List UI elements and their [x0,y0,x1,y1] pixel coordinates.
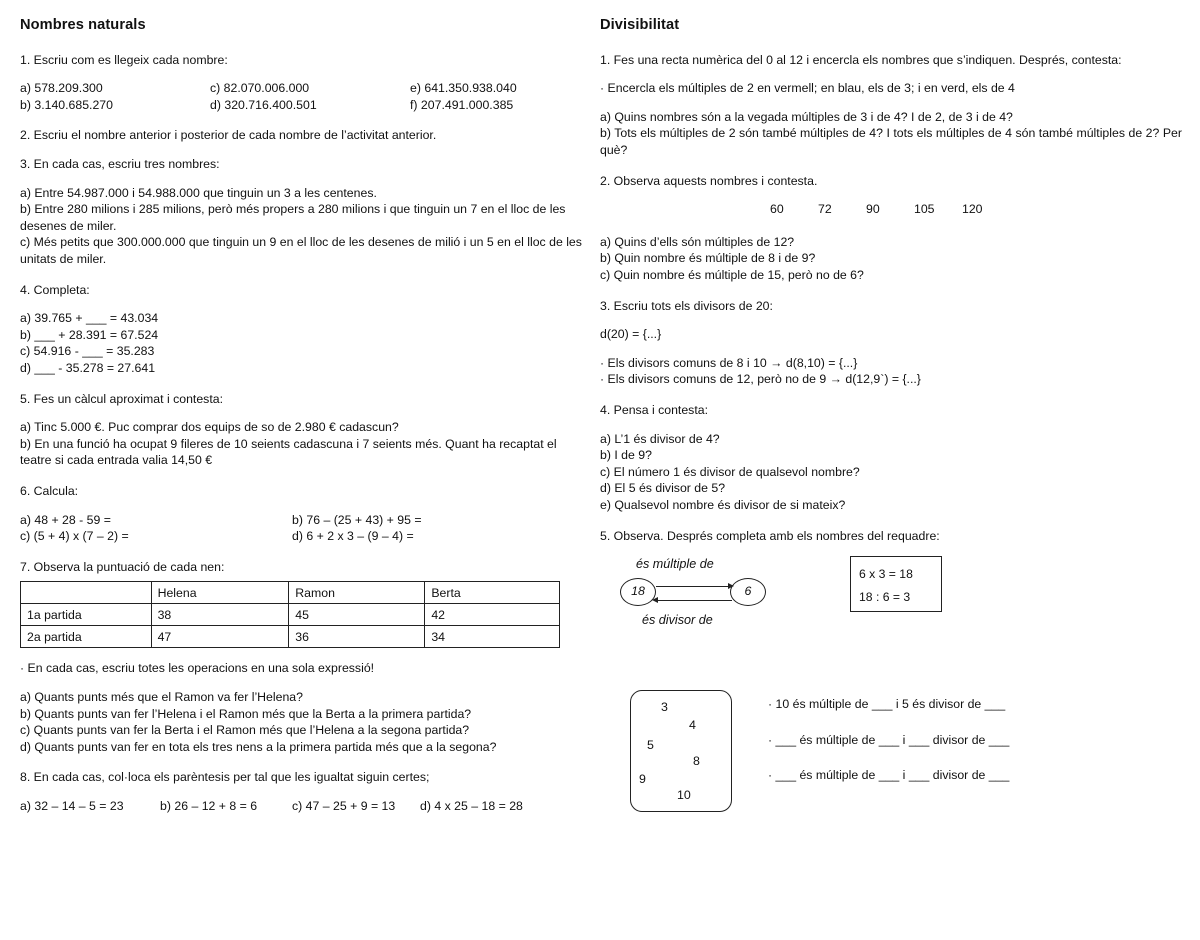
question-7-items [20,689,584,755]
numbers-box [630,690,732,812]
q3-item-c: c) Més petits que 300.000.000 que tinguin un 9 en el lloc de les desenes de milió i un 5 en el lloc de les unitats de miler. [20,235,582,267]
question-5-bottom [600,690,1182,812]
q7-item-c: c) Quants punts van fer la Berta i el Ramon més que l’Helena a la segona partida? [20,723,470,738]
q1-item-a: a) 578.209.300 [20,81,103,96]
table-header-cell-0 [21,582,152,604]
diagram-oval-6: 6 [730,578,766,606]
column-nombres-naturals [20,16,600,940]
numbers-box-item-9: 9 [639,772,646,787]
r-q2-item-c: c) Quin nombre és múltiple de 15, però no de 6? [600,268,864,283]
diagram-arrow-bottom-line [656,600,732,601]
question-1-items [20,80,584,113]
q5-item-b: b) En una funció ha ocupat 9 fileres de 10 seients cadascuna i 7 seients més. Quant ha recaptat el teatre si cada entrada valia 14,50 € [20,436,557,468]
question-3-items [20,185,584,268]
diagram-oval-18: 18 [620,578,656,606]
bullet-1: · 10 és múltiple de ___ i 5 és divisor de ___ [768,697,1006,712]
q8-item-d: d) 4 x 25 – 18 = 28 [420,798,523,813]
equation-multiplication: 6 x 3 = 18 [859,567,913,582]
question-1-left: 1. Escriu com es llegeix cada nombre: [20,52,228,67]
q1-col-2 [210,80,410,113]
score-table [20,581,560,648]
question-7-note: · En cada cas, escriu totes les operacions en una sola expressió! [20,661,375,676]
numbers-box-item-3: 3 [661,700,668,715]
question-3-right-bullets [600,355,1182,388]
equation-box [850,556,942,612]
r-q4-item-e: e) Qualsevol nombre és divisor de si mateix? [600,497,846,512]
q3-item-a: a) Entre 54.987.000 i 54.988.000 que tinguin un 3 a les centenes. [20,185,377,200]
diagram-label-divisor: és divisor de [642,613,713,628]
q1-item-d: d) 320.716.400.501 [210,97,317,112]
table-header-row [21,582,560,604]
question-4-right-items [600,431,1182,514]
table-header-cell-2: Ramon [289,582,425,604]
q7-item-a: a) Quants punts més que el Ramon va fer l’Helena? [20,689,303,704]
q7-item-b: b) Quants punts van fer l’Helena i el Ramon més que la Berta a la primera partida? [20,706,472,721]
r-q4-item-c: c) El número 1 és divisor de qualsevol nombre? [600,464,860,479]
page-title-left: Nombres naturals [20,17,146,33]
page-title-right: Divisibilitat [600,17,680,33]
fill-in-bullets [768,690,1009,812]
question-5-items [20,419,584,469]
r-q4-item-a: a) L’1 és divisor de 4? [600,431,720,446]
r-q3-bullet-1: · Els divisors comuns de 8 i 10 → d(8,10) = {...} [600,355,858,370]
arrow-left-icon [652,597,658,603]
row-0-cell-1: 38 [151,604,289,626]
question-3-left: 3. En cada cas, escriu tres nombres: [20,157,220,172]
q4-item-d: d) ___ - 35.278 = 27.641 [20,361,156,375]
q8-col-2 [160,798,292,815]
r-q4-item-d: d) El 5 és divisor de 5? [600,481,726,496]
q6-col-1 [20,512,292,545]
bullet-2: · ___ és múltiple de ___ i ___ divisor de ___ [768,732,1010,747]
question-1-note: · Encercla els múltiples de 2 en vermell; en blau, els de 3; i en verd, els de 4 [600,81,1015,96]
q1-item-c: c) 82.070.006.000 [210,81,310,96]
question-8-items [20,798,584,815]
question-1-right: 1. Fes una recta numèrica del 0 al 12 i encercla els nombres que s’indiquen. Després, contesta: [600,52,1122,67]
r-q2-item-a: a) Quins d’ells són múltiples de 12? [600,234,795,249]
question-3-right: 3. Escriu tots els divisors de 20: [600,298,773,313]
equation-division: 18 : 6 = 3 [859,590,911,605]
q7-item-d: d) Quants punts van fer en tota els tres nens a la primera partida més que a la segona? [20,739,497,754]
q6-item-a: a) 48 + 28 - 59 = [20,512,111,527]
divisors-expression: d(20) = {...} [600,327,662,342]
question-5-right: 5. Observa. Després completa amb els nombres del requadre: [600,528,940,543]
q6-item-c: c) (5 + 4) x (7 – 2) = [20,529,129,544]
question-4-left: 4. Completa: [20,282,90,297]
number-item-3: 105 [914,202,935,217]
q8-col-1 [20,798,160,815]
number-item-2: 90 [866,202,880,217]
question-8-left: 8. En cada cas, col·loca els parèntesis per tal que les igualtat siguin certes; [20,770,430,785]
row-0-cell-0: 1a partida [21,604,152,626]
question-5-left: 5. Fes un càlcul aproximat i contesta: [20,391,223,406]
number-item-0: 60 [770,202,784,217]
q4-item-a: a) 39.765 + ___ = 43.034 [20,311,159,326]
numbers-box-item-4: 4 [689,718,696,733]
q8-item-c: c) 47 – 25 + 9 = 13 [292,798,396,813]
diagram-arrow-top-line [656,586,732,587]
multiple-divisor-diagram [600,556,1182,676]
q1-col-1 [20,80,210,113]
q3-item-b: b) Entre 280 milions i 285 milions, però més propers a 280 milions i que tinguin un 7 en el lloc de les desenes de miler. [20,202,566,233]
row-1-cell-3: 34 [425,626,560,648]
r-q4-item-b: b) I de 9? [600,448,652,463]
question-2-right-items [600,234,1182,284]
q1-item-f: f) 207.491.000.385 [410,97,514,112]
question-1-right-items [600,109,1182,159]
question-2-left: 2. Escriu el nombre anterior i posterior de cada nombre de l’activitat anterior. [20,128,437,143]
question-6-items [20,512,584,545]
table-row [21,626,560,648]
number-item-4: 120 [962,202,983,217]
numbers-box-item-8: 8 [693,754,700,769]
q6-item-d: d) 6 + 2 x 3 – (9 – 4) = [292,529,414,544]
row-1-cell-2: 36 [289,626,425,648]
q8-col-4 [420,798,560,815]
row-1-cell-0: 2a partida [21,626,152,648]
question-4-items [20,310,584,376]
row-0-cell-2: 45 [289,604,425,626]
q6-item-b: b) 76 – (25 + 43) + 95 = [292,512,422,527]
r-q2-item-b: b) Quin nombre és múltiple de 8 i de 9? [600,251,816,266]
q4-item-b: b) ___ + 28.391 = 67.524 [20,327,159,342]
number-item-1: 72 [818,202,832,217]
r-q1-item-a: a) Quins nombres són a la vegada múltiples de 3 i de 4? I de 2, de 3 i de 4? [600,109,1013,124]
bullet-3: · ___ és múltiple de ___ i ___ divisor de ___ [768,768,1010,783]
r-q3-bullet-2: · Els divisors comuns de 12, però no de 9 → d(12,9`) = {...} [600,372,921,387]
numbers-box-item-5: 5 [647,738,654,753]
q8-item-b: b) 26 – 12 + 8 = 6 [160,798,258,813]
question-2-right: 2. Observa aquests nombres i contesta. [600,173,818,188]
question-6-left: 6. Calcula: [20,483,79,498]
column-divisibilitat [600,16,1182,940]
r-q1-item-b: b) Tots els múltiples de 2 són també múltiples de 4? I tots els múltiples de 4 són també múltiples de 2? Per què? [600,126,1182,158]
numbers-box-item-10: 10 [677,788,691,803]
q6-col-2 [292,512,564,545]
q8-col-3 [292,798,420,815]
table-row [21,604,560,626]
row-0-cell-3: 42 [425,604,560,626]
question-4-right: 4. Pensa i contesta: [600,403,709,417]
row-1-cell-1: 47 [151,626,289,648]
question-7-left: 7. Observa la puntuació de cada nen: [20,559,225,574]
q1-item-e: e) 641.350.938.040 [410,81,517,96]
q1-col-3 [410,80,590,113]
numbers-list [600,201,1182,218]
table-header-cell-1: Helena [151,582,289,604]
q1-item-b: b) 3.140.685.270 [20,97,113,112]
q8-item-a: a) 32 – 14 – 5 = 23 [20,798,124,813]
q5-item-a: a) Tinc 5.000 €. Puc comprar dos equips de so de 2.980 € cadascun? [20,420,399,435]
q4-item-c: c) 54.916 - ___ = 35.283 [20,344,155,359]
table-header-cell-3: Berta [425,582,560,604]
arrow-right-icon [728,583,734,589]
diagram-label-multiple: és múltiple de [636,557,714,572]
